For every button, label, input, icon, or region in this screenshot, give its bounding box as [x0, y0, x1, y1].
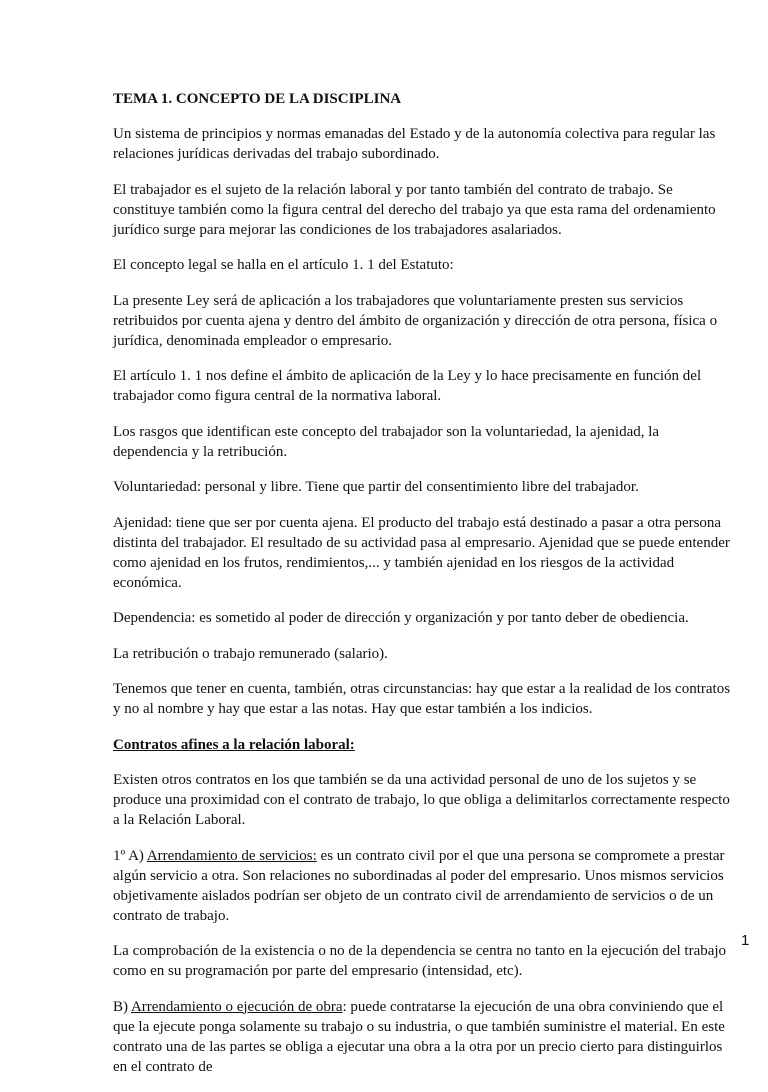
item-text: es un contrato civil por el que una persona se compromete a prestar algún servicio a otra. Son relaciones no subordinadas al poder del empresario. Unos mismos servicios objetivamente aislados podrían ser objeto de un contrato civil de arrendamiento de servicios o de un contrato de trabajo.	[113, 847, 725, 924]
item-prefix: 1º A)	[113, 847, 147, 864]
paragraph: Ajenidad: tiene que ser por cuenta ajena. El producto del trabajo está destinado a pasar a otra persona distinta del trabajador. El resultado de su actividad pasa al empresario. Ajenidad que se puede entender como ajenidad en los frutos, rendimientos,... y también ajenidad en los riesgos de la actividad económica.	[113, 514, 730, 591]
item-term: Arrendamiento o ejecución de obra	[130, 998, 343, 1015]
item-text: : puede contratarse la ejecución de una obra conviniendo que el que la ejecute ponga solamente su trabajo o su industria, o que también suministre el material. En este contrato una de las partes se obliga a ejecutar una obra a la otra por un precio cierto para distinguirlos en el contrato de	[113, 998, 725, 1075]
document-page	[113, 89, 731, 1092]
item-prefix: B)	[113, 998, 131, 1015]
paragraph: El artículo 1. 1 nos define el ámbito de aplicación de la Ley y lo hace precisamente en función del trabajador como figura central de la normativa laboral.	[113, 368, 702, 404]
paragraph: Tenemos que tener en cuenta, también, otras circunstancias: hay que estar a la realidad de los contratos y no al nombre y hay que estar a las notas. Hay que estar también a los indicios.	[113, 681, 731, 717]
item-b	[113, 997, 731, 1077]
item-term: Arrendamiento de servicios:	[146, 847, 317, 864]
paragraph: El concepto legal se halla en el artículo 1. 1 del Estatuto:	[113, 257, 454, 273]
section-subheading: Contratos afines a la relación laboral:	[113, 736, 355, 753]
document-title: TEMA 1. CONCEPTO DE LA DISCIPLINA	[113, 91, 402, 107]
page-number: 1	[741, 932, 750, 949]
paragraph: La retribución o trabajo remunerado (salario).	[113, 645, 388, 662]
paragraph: Voluntariedad: personal y libre. Tiene que partir del consentimiento libre del trabajador.	[113, 479, 639, 495]
item-a	[113, 846, 731, 926]
paragraph: Un sistema de principios y normas emanadas del Estado y de la autonomía colectiva para regular las relaciones jurídicas derivadas del trabajo subordinado.	[113, 126, 716, 162]
paragraph: Dependencia: es sometido al poder de dirección y organización y por tanto deber de obediencia.	[113, 610, 689, 626]
paragraph: La comprobación de la existencia o no de la dependencia se centra no tanto en la ejecución del trabajo como en su programación por parte del empresario (intensidad, etc).	[113, 943, 727, 979]
paragraph: El trabajador es el sujeto de la relación laboral y por tanto también del contrato de trabajo. Se constituye también como la figura central del derecho del trabajo ya que esta rama del ordenamiento jurídico surge para mejorar las condiciones de los trabajadores asalariados.	[113, 181, 716, 238]
paragraph: Los rasgos que identifican este concepto del trabajador son la voluntariedad, la ajenidad, la dependencia y la retribución.	[113, 423, 660, 460]
paragraph: Existen otros contratos en los que también se da una actividad personal de uno de los sujetos y se produce una proximidad con el contrato de trabajo, lo que obliga a delimitarlos correctamente respecto a la Relación Laboral.	[113, 772, 730, 828]
paragraph: La presente Ley será de aplicación a los trabajadores que voluntariamente presten sus servicios retribuidos por cuenta ajena y dentro del ámbito de organización y dirección de otra persona, física o jurídica, denominada empleador o empresario.	[113, 292, 718, 349]
